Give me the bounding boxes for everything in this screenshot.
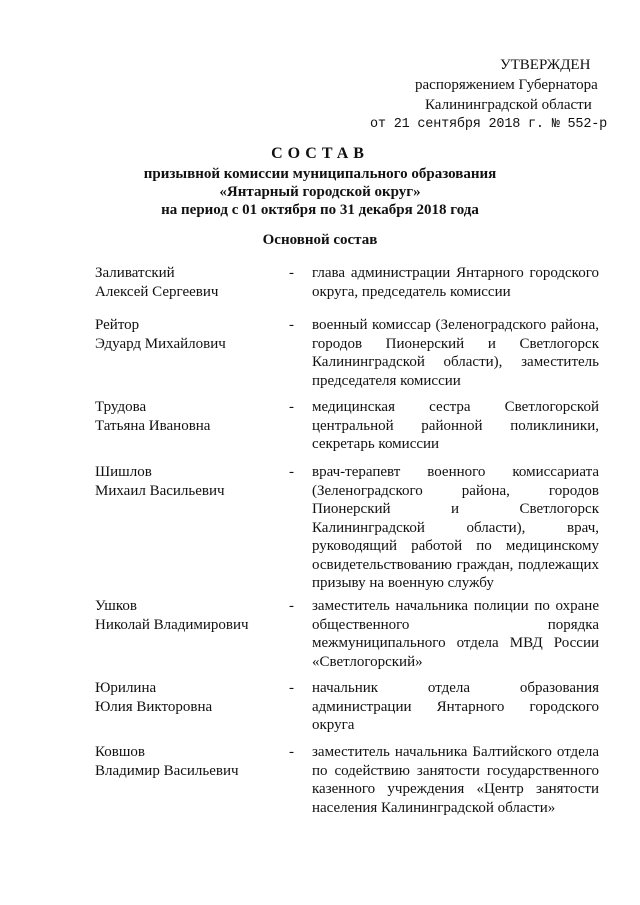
member-name	[95, 264, 280, 301]
member-surname: Трудова	[95, 399, 147, 415]
dash-separator: -	[289, 317, 294, 333]
member-name	[95, 679, 280, 716]
member-given-names: Алексей Сергеевич	[95, 283, 219, 300]
member-surname: Ковшов	[95, 744, 145, 760]
heading-line: на период с 01 октября по 31 декабря 2018 года	[161, 202, 479, 218]
member-name	[95, 743, 280, 780]
member-role: начальник отдела образования администрации Янтарного городского округа	[312, 680, 599, 733]
approval-title: УТВЕРЖДЕН	[500, 57, 591, 73]
dash-separator: -	[289, 399, 294, 415]
dash-separator: -	[289, 265, 294, 281]
member-surname: Шишлов	[95, 464, 152, 480]
member-name	[95, 398, 280, 435]
dash-separator: -	[289, 744, 294, 760]
member-surname: Ушков	[95, 598, 137, 614]
heading-line: призывной комиссии муниципального образования	[143, 166, 497, 182]
member-surname: Рейтор	[95, 317, 140, 333]
approval-line: Калининградской области	[425, 97, 592, 113]
member-given-names: Эдуард Михайлович	[95, 335, 226, 352]
heading-line: «Янтарный городской округ»	[219, 184, 421, 200]
dash-separator: -	[289, 464, 294, 480]
approval-date-number: от 21 сентября 2018 г. № 552-р	[370, 117, 608, 132]
document-title: СОСТАВ	[271, 145, 369, 162]
dash-separator: -	[289, 598, 294, 614]
member-surname: Заливатский	[95, 265, 175, 281]
member-role: врач-терапевт военного комиссариата (Зеленоградского района, городов Пионерский и Светлогорск Калининградской области), врач, руководящий работой по медицинскому освидетельствованию граждан, подлежащих призыву на военную службу	[312, 464, 599, 591]
section-heading: Основной состав	[262, 232, 378, 248]
member-given-names: Юлия Викторовна	[95, 698, 213, 715]
member-given-names: Михаил Васильевич	[95, 482, 225, 499]
member-role: глава администрации Янтарного городского округа, председатель комиссии	[312, 265, 599, 300]
member-given-names: Татьяна Ивановна	[95, 417, 211, 434]
member-role: медицинская сестра Светлогорской центральной районной поликлиники, секретарь комиссии	[312, 399, 599, 452]
approval-line: распоряжением Губернатора	[415, 77, 598, 93]
member-role: заместитель начальника полиции по охране общественного порядка межмуниципального отдела МВД России «Светлогорский»	[312, 598, 599, 670]
member-name	[95, 316, 280, 353]
member-role: военный комиссар (Зеленоградского района, городов Пионерский и Светлогорск Калининградской области), заместитель председателя комиссии	[312, 317, 599, 389]
member-role: заместитель начальника Балтийского отдела по содействию занятости государственного казенного учреждения «Центр занятости населения Калининградской области»	[312, 744, 599, 816]
member-given-names: Николай Владимирович	[95, 616, 249, 633]
member-name	[95, 597, 280, 634]
member-name	[95, 463, 280, 500]
member-surname: Юрилина	[95, 680, 157, 696]
document-heading	[0, 145, 640, 219]
dash-separator: -	[289, 680, 294, 696]
approval-block	[370, 55, 610, 135]
member-given-names: Владимир Васильевич	[95, 762, 239, 779]
